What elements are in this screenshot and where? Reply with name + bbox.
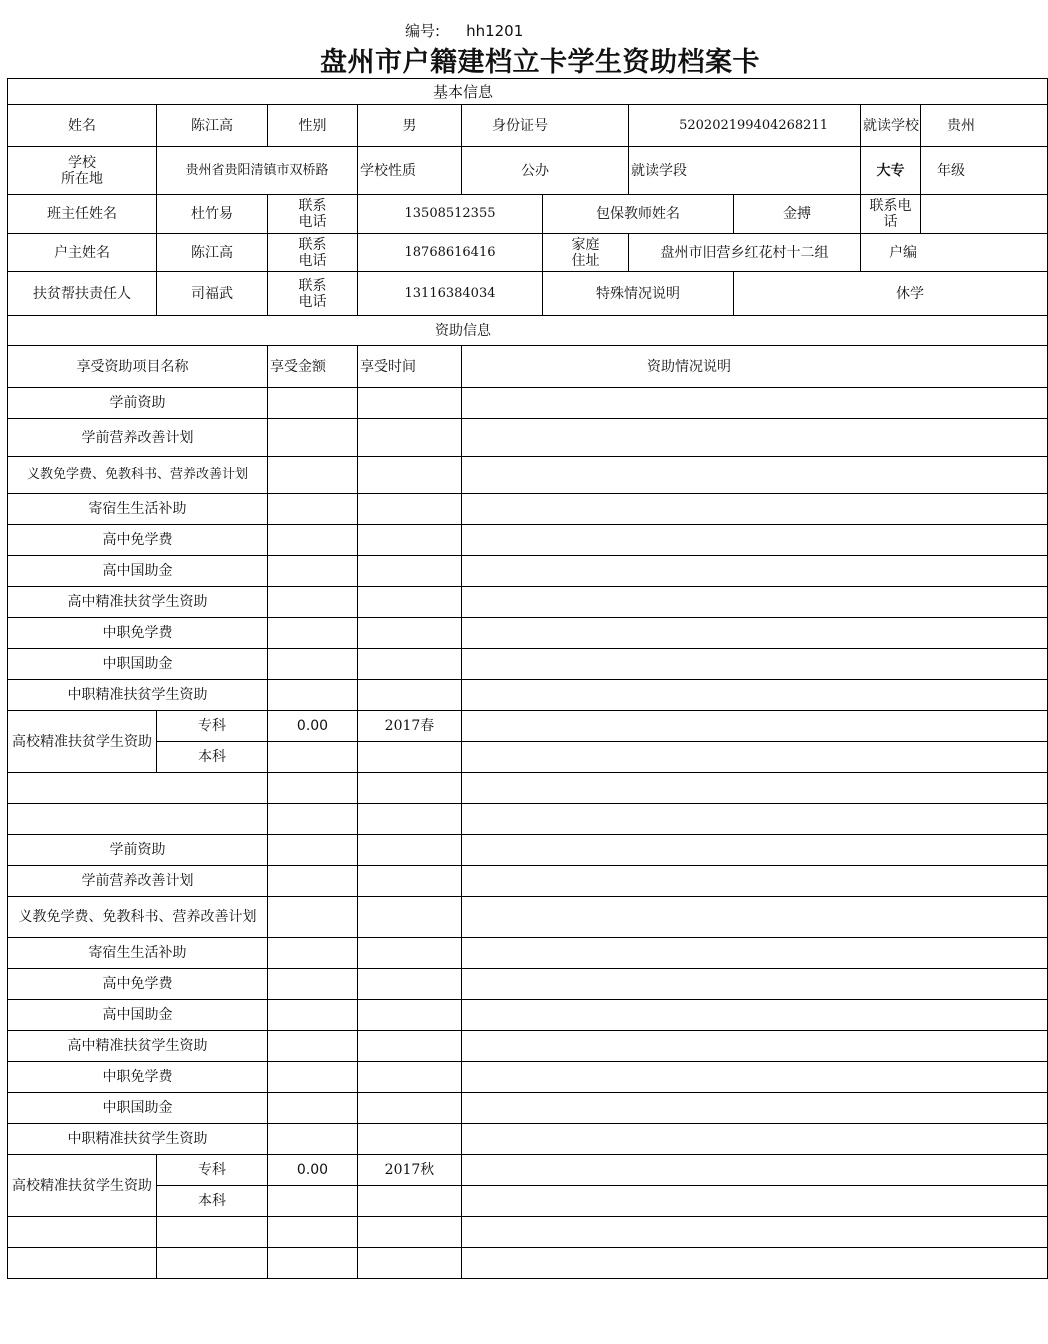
table-row	[8, 1217, 1048, 1248]
aid-item: 高中免学费	[8, 525, 268, 556]
code-row	[405, 20, 523, 41]
aid-time	[358, 587, 462, 618]
aid-time	[358, 1000, 462, 1031]
guarantor-contact-label: 联系电 话	[861, 195, 921, 234]
aid-time	[358, 773, 462, 804]
aid-desc	[462, 866, 1048, 897]
aid-item: 寄宿生生活补助	[8, 494, 268, 525]
aid-section-title: 资助信息	[8, 316, 1048, 346]
aid-desc	[462, 618, 1048, 649]
aid-amount	[268, 457, 358, 494]
aid-item: 高中国助金	[8, 556, 268, 587]
table-row	[8, 773, 1048, 804]
table-row	[8, 457, 1048, 494]
school-location-label: 学校 所在地	[8, 147, 157, 195]
teacher-value: 杜竹易	[157, 195, 268, 234]
aid-desc	[462, 742, 1048, 773]
aid-item: 义教免学费、免教科书、营养改善计划	[8, 457, 268, 494]
aid-time	[358, 866, 462, 897]
aid-item: 中职免学费	[8, 1062, 268, 1093]
aid-time	[358, 680, 462, 711]
aid-time	[358, 1248, 462, 1279]
aid-amount: 0.00	[268, 1155, 358, 1186]
school-type-value: 公办	[462, 147, 629, 195]
aid-header-amount: 享受金额	[268, 346, 358, 388]
aid-desc	[462, 1000, 1048, 1031]
household-no-label: 户编	[861, 234, 1048, 272]
aid-time	[358, 419, 462, 457]
aid-item: 高中国助金	[8, 1000, 268, 1031]
basic-row-4	[8, 234, 1048, 272]
aid-desc	[462, 969, 1048, 1000]
aid-time	[358, 742, 462, 773]
householder-label: 户主姓名	[8, 234, 157, 272]
aid-desc	[462, 494, 1048, 525]
aid-time	[358, 388, 462, 419]
table-row	[8, 525, 1048, 556]
grade-label: 年级	[921, 147, 1048, 195]
aid-desc	[462, 1217, 1048, 1248]
aid-item: 中职免学费	[8, 618, 268, 649]
id-value: 520202199404268211	[629, 105, 861, 147]
archive-card	[7, 78, 975, 1284]
college-sub-zhuanke: 专科	[157, 1155, 268, 1186]
archive-table	[7, 78, 1048, 316]
aid-time	[358, 1186, 462, 1217]
helper-value: 司福武	[157, 272, 268, 316]
special-label: 特殊情况说明	[543, 272, 734, 316]
householder-value: 陈江高	[157, 234, 268, 272]
basic-section-row	[8, 79, 1048, 105]
aid-item: 中职精准扶贫学生资助	[8, 1124, 268, 1155]
table-row	[8, 804, 1048, 835]
aid-amount	[268, 649, 358, 680]
aid-amount	[268, 556, 358, 587]
table-row	[8, 1186, 1048, 1217]
aid-time	[358, 1217, 462, 1248]
aid-item	[8, 1217, 157, 1248]
college-sub-zhuanke: 专科	[157, 711, 268, 742]
address-label: 家庭 住址	[543, 234, 629, 272]
householder-phone: 18768616416	[358, 234, 543, 272]
aid-desc	[462, 587, 1048, 618]
gender-label: 性别	[268, 105, 358, 147]
teacher-contact-label: 联系 电话	[268, 195, 358, 234]
aid-time	[358, 1062, 462, 1093]
aid-desc	[462, 1155, 1048, 1186]
aid-time	[358, 969, 462, 1000]
table-row	[8, 587, 1048, 618]
stage-label: 就读学段	[629, 147, 861, 195]
aid-amount	[268, 1217, 358, 1248]
aid-amount	[268, 1031, 358, 1062]
table-row	[8, 1031, 1048, 1062]
aid-section-row	[8, 316, 1048, 346]
table-row	[8, 866, 1048, 897]
aid-amount	[268, 835, 358, 866]
special-value: 休学	[734, 272, 1048, 316]
table-row	[8, 680, 1048, 711]
aid-item: 中职国助金	[8, 649, 268, 680]
aid-time: 2017秋	[358, 1155, 462, 1186]
helper-label: 扶贫帮扶责任人	[8, 272, 157, 316]
aid-amount	[268, 742, 358, 773]
guarantor-label: 包保教师姓名	[543, 195, 734, 234]
table-row	[8, 618, 1048, 649]
aid-time	[358, 618, 462, 649]
college-sub-benke: 本科	[157, 742, 268, 773]
gender-value: 男	[358, 105, 462, 147]
aid-item: 高中精准扶贫学生资助	[8, 1031, 268, 1062]
aid-item: 寄宿生生活补助	[8, 938, 268, 969]
helper-phone: 13116384034	[358, 272, 543, 316]
aid-amount	[268, 804, 358, 835]
aid-item: 义教免学费、免教科书、营养改善计划	[8, 897, 268, 938]
aid-desc	[462, 1248, 1048, 1279]
aid-header-item: 享受资助项目名称	[8, 346, 268, 388]
aid-desc	[462, 419, 1048, 457]
aid-item: 中职精准扶贫学生资助	[8, 680, 268, 711]
table-row	[8, 897, 1048, 938]
aid-sub	[157, 1248, 268, 1279]
id-label: 身份证号	[462, 105, 629, 147]
aid-desc	[462, 1031, 1048, 1062]
school-location-value: 贵州省贵阳清镇市双桥路	[157, 147, 358, 195]
aid-time	[358, 804, 462, 835]
aid-amount	[268, 1124, 358, 1155]
aid-item: 学前资助	[8, 835, 268, 866]
teacher-phone: 13508512355	[358, 195, 543, 234]
aid-header-desc: 资助情况说明	[462, 346, 1048, 388]
code-value: hh1201	[466, 22, 524, 40]
aid-time	[358, 938, 462, 969]
basic-section-title: 基本信息	[8, 79, 1048, 105]
aid-desc	[462, 556, 1048, 587]
table-row	[8, 1062, 1048, 1093]
aid-amount	[268, 866, 358, 897]
aid-desc	[462, 711, 1048, 742]
aid-desc	[462, 773, 1048, 804]
aid-amount	[268, 1186, 358, 1217]
aid-item: 高中免学费	[8, 969, 268, 1000]
aid-amount	[268, 388, 358, 419]
table-row	[8, 1093, 1048, 1124]
aid-amount	[268, 969, 358, 1000]
college-aid-label: 高校精准扶贫学生资助	[8, 1155, 157, 1217]
aid-time	[358, 1093, 462, 1124]
aid-time	[358, 494, 462, 525]
aid-time	[358, 1031, 462, 1062]
aid-header-row	[8, 346, 1048, 388]
table-row	[8, 969, 1048, 1000]
basic-row-3	[8, 195, 1048, 234]
teacher-label: 班主任姓名	[8, 195, 157, 234]
table-row	[8, 1248, 1048, 1279]
table-row	[8, 556, 1048, 587]
page-title: 盘州市户籍建档立卡学生资助档案卡	[320, 47, 760, 78]
address-value: 盘州市旧营乡红花村十二组	[629, 234, 861, 272]
aid-desc	[462, 525, 1048, 556]
school-label: 就读学校	[861, 105, 921, 147]
aid-desc	[462, 388, 1048, 419]
table-row	[8, 1000, 1048, 1031]
aid-time	[358, 835, 462, 866]
aid-amount	[268, 680, 358, 711]
college-aid-label: 高校精准扶贫学生资助	[8, 711, 157, 773]
guarantor-phone	[921, 195, 1048, 234]
aid-desc	[462, 897, 1048, 938]
school-value: 贵州	[921, 105, 1048, 147]
table-row	[8, 494, 1048, 525]
aid-amount	[268, 1000, 358, 1031]
aid-sub	[157, 1217, 268, 1248]
aid-amount	[268, 1062, 358, 1093]
aid-item: 学前资助	[8, 388, 268, 419]
aid-desc	[462, 804, 1048, 835]
aid-desc	[462, 835, 1048, 866]
college-sub-benke: 本科	[157, 1186, 268, 1217]
aid-header-time: 享受时间	[358, 346, 462, 388]
aid-amount	[268, 938, 358, 969]
aid-desc	[462, 1124, 1048, 1155]
helper-contact-label: 联系 电话	[268, 272, 358, 316]
table-row	[8, 388, 1048, 419]
aid-time	[358, 649, 462, 680]
aid-desc	[462, 649, 1048, 680]
guarantor-value: 金搏	[734, 195, 861, 234]
table-row	[8, 742, 1048, 773]
aid-amount	[268, 897, 358, 938]
aid-amount	[268, 1093, 358, 1124]
table-row	[8, 1124, 1048, 1155]
table-row	[8, 419, 1048, 457]
aid-amount: 0.00	[268, 711, 358, 742]
aid-item	[8, 804, 268, 835]
aid-time	[358, 457, 462, 494]
aid-desc	[462, 457, 1048, 494]
aid-amount	[268, 1248, 358, 1279]
aid-time	[358, 1124, 462, 1155]
table-row	[8, 938, 1048, 969]
school-type-label: 学校性质	[358, 147, 462, 195]
aid-desc	[462, 1186, 1048, 1217]
aid-desc	[462, 938, 1048, 969]
aid-table	[7, 315, 1048, 1279]
aid-amount	[268, 419, 358, 457]
basic-row-2	[8, 147, 1048, 195]
aid-item	[8, 1248, 157, 1279]
aid-amount	[268, 494, 358, 525]
aid-time	[358, 897, 462, 938]
basic-row-1	[8, 105, 1048, 147]
aid-item: 学前营养改善计划	[8, 866, 268, 897]
name-value: 陈江高	[157, 105, 268, 147]
aid-item: 学前营养改善计划	[8, 419, 268, 457]
basic-row-5	[8, 272, 1048, 316]
aid-desc	[462, 680, 1048, 711]
code-label: 编号:	[405, 22, 441, 40]
aid-amount	[268, 587, 358, 618]
stage-value-cell: 大专	[861, 147, 921, 195]
table-row	[8, 835, 1048, 866]
householder-contact-label: 联系 电话	[268, 234, 358, 272]
aid-item: 中职国助金	[8, 1093, 268, 1124]
aid-desc	[462, 1093, 1048, 1124]
aid-time: 2017春	[358, 711, 462, 742]
aid-amount	[268, 525, 358, 556]
aid-time	[358, 556, 462, 587]
aid-time	[358, 525, 462, 556]
aid-amount	[268, 773, 358, 804]
table-row	[8, 1155, 1048, 1186]
table-row	[8, 711, 1048, 742]
aid-amount	[268, 618, 358, 649]
aid-desc	[462, 1062, 1048, 1093]
name-label: 姓名	[8, 105, 157, 147]
aid-item: 高中精准扶贫学生资助	[8, 587, 268, 618]
table-row	[8, 649, 1048, 680]
aid-item	[8, 773, 268, 804]
